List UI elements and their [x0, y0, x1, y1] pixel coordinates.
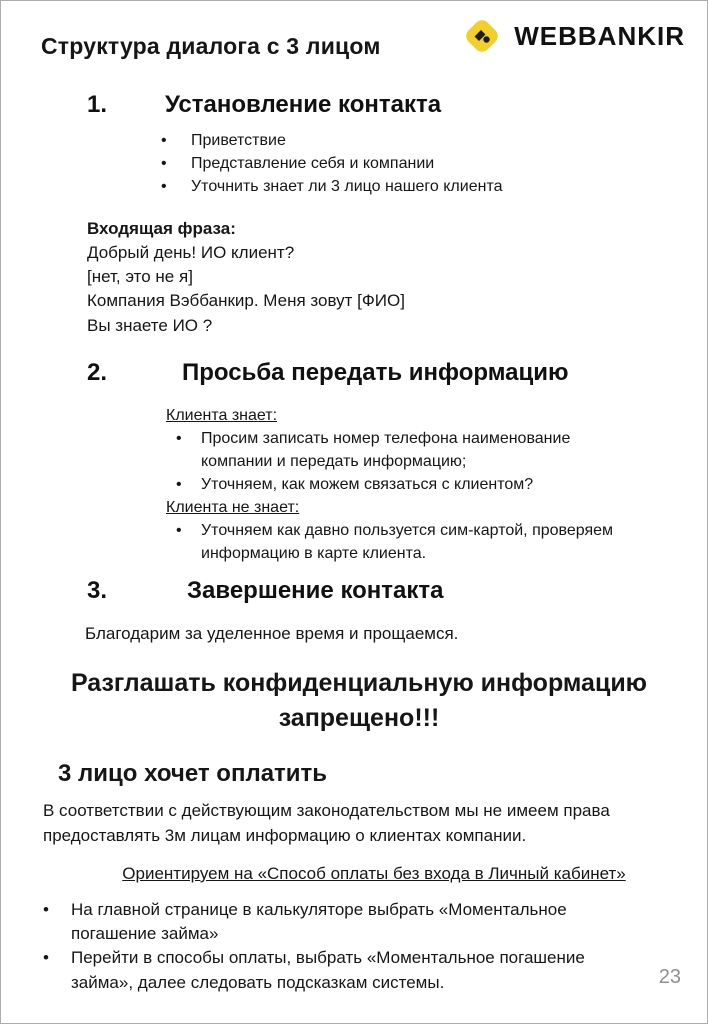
payment-paragraph: В соответствии с действующим законодательством мы не имеем права предоставлять 3м лицам информацию о клиентах компании.: [43, 801, 610, 845]
list-item-text: На главной странице в калькуляторе выбрать «Моментальное погашение займа»: [71, 899, 567, 944]
list-item: [43, 946, 677, 995]
list-item-text: Представление себя и компании: [191, 155, 435, 173]
bullet-icon: •: [43, 948, 49, 968]
section-heading-row: [41, 90, 677, 120]
webbankir-brand-text: WEBBANKIR: [514, 20, 685, 51]
section-end-contact: [41, 576, 677, 606]
section-heading-row: [41, 358, 677, 388]
bullet-icon: •: [176, 476, 182, 494]
list-item-text: Просим записать номер телефона наименование компании и передать информацию;: [201, 430, 571, 471]
section-heading: Установление контакта: [165, 91, 442, 118]
payment-heading: 3 лицо хочет оплатить: [58, 760, 328, 788]
bullet-icon: •: [161, 178, 167, 196]
payment-orientation-note: Ориентируем на «Способ оплаты без входа в Личный кабинет»: [122, 863, 626, 883]
bullet-icon: •: [176, 430, 182, 448]
list-item-text: Уточняем как давно пользуется сим-картой, проверяем информацию в карте клиента.: [201, 522, 614, 563]
list-item-text: Уточнить знает ли 3 лицо нашего клиента: [191, 178, 503, 196]
payment-bullet-list: [43, 898, 677, 995]
list-item-text: Приветствие: [191, 132, 286, 149]
section-number: 3.: [87, 577, 108, 605]
section-heading-row: [41, 576, 677, 606]
phrase-line: Компания Вэббанкир. Меня зовут [ФИО]: [87, 291, 405, 311]
bullet-icon: •: [43, 899, 49, 919]
section-establish-contact: [41, 90, 677, 338]
closing-text: Благодарим за уделенное время и прощаемся.: [85, 624, 459, 644]
header: [41, 11, 685, 60]
list-item: [159, 152, 677, 175]
section-heading: Просьба передать информацию: [182, 359, 569, 387]
list-item: [176, 519, 677, 565]
confidential-warning: Разглашать конфиденциальную информацию запрещено!!!: [70, 669, 648, 733]
section-pass-information: [41, 358, 677, 565]
list-item: [176, 473, 677, 496]
page-title: Структура диалога с 3 лицом: [41, 33, 381, 59]
list-item-text: Перейти в способы оплаты, выбрать «Моментальное погашение займа», далее следовать подсказкам системы.: [71, 948, 585, 992]
webbankir-logo: [459, 13, 685, 59]
page-number: 23: [658, 966, 681, 988]
list-item-text: Уточняем, как можем связаться с клиентом?: [201, 476, 534, 494]
section-number: 1.: [87, 91, 108, 118]
phrase-line: Вы знаете ИО ?: [87, 315, 213, 335]
incoming-phrase-label: Входящая фраза:: [87, 218, 236, 238]
incoming-phrase-block: [87, 217, 677, 338]
list-item: [43, 898, 677, 947]
bullet-list: [159, 129, 677, 199]
list-item: [159, 129, 677, 152]
list-item: [159, 175, 677, 198]
section-number: 2.: [87, 359, 108, 387]
client-knows-label: Клиента знает:: [166, 407, 278, 425]
webbankir-diamond-icon: [459, 13, 505, 59]
section-content: [166, 404, 677, 565]
phrase-line: Добрый день! ИО клиент?: [87, 242, 295, 262]
client-not-knows-label: Клиента не знает:: [166, 499, 300, 517]
bullet-icon: •: [176, 522, 182, 540]
phrase-line: [нет, это не я]: [87, 267, 193, 287]
bullet-icon: •: [161, 155, 167, 173]
bullet-icon: •: [161, 132, 167, 149]
section-heading: Завершение контакта: [187, 577, 444, 605]
list-item: [176, 427, 677, 473]
